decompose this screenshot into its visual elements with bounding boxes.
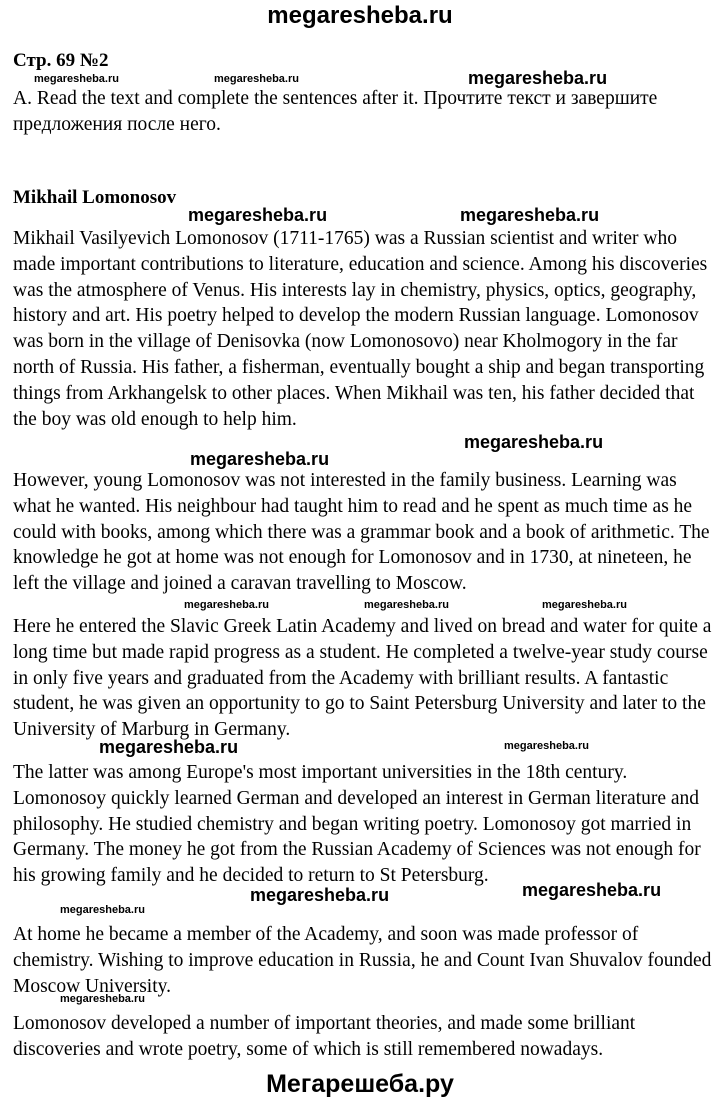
site-footer: Мегарешеба.ру xyxy=(266,1070,454,1098)
watermark: megaresheba.ru xyxy=(60,993,145,1005)
task-instruction: A. Read the text and complete the sentences after it. Прочтите текст и завершите предложения после него. xyxy=(13,88,658,135)
watermark: megaresheba.ru xyxy=(188,205,328,225)
watermark: megaresheba.ru xyxy=(468,68,608,88)
article-title: Mikhail Lomonosov xyxy=(13,187,177,208)
watermark: megaresheba.ru xyxy=(214,73,299,85)
watermark: megaresheba.ru xyxy=(464,432,604,452)
watermark: megaresheba.ru xyxy=(60,904,145,916)
watermark: megaresheba.ru xyxy=(542,599,627,611)
watermark: megaresheba.ru xyxy=(34,73,119,85)
article-paragraph: Lomonosov developed a number of important theories, and made some brilliant discoveries and wrote poetry, some of which is still remembered nowadays. xyxy=(13,1013,636,1060)
article-paragraph: However, young Lomonosov was not interested in the family business. Learning was what he wanted. His neighbour had taught him to read and he spent as much time as he could with books, among which there was a grammar book and a book of arithmetic. The knowledge he got at home was not enough for Lomonosov and in 1730, at nineteen, he left the village and joined a caravan travelling to Moscow. xyxy=(13,470,710,595)
watermark: megaresheba.ru xyxy=(364,599,449,611)
watermark: megaresheba.ru xyxy=(190,449,330,469)
watermark: megaresheba.ru xyxy=(184,599,269,611)
watermark: megaresheba.ru xyxy=(99,737,239,757)
watermark: megaresheba.ru xyxy=(460,205,600,225)
site-header: megaresheba.ru xyxy=(267,2,453,29)
article-paragraph: Here he entered the Slavic Greek Latin Academy and lived on bread and water for quite a long time but made rapid progress as a student. He completed a twelve-year study course in only five years and graduated from the Academy with brilliant results. A fantastic student, he was given an opportunity to go to Saint Petersburg University and later to the University of Marburg in Germany. xyxy=(13,616,712,741)
article-paragraph: The latter was among Europe's most important universities in the 18th century. Lomonosoy quickly learned German and developed an interest in German literature and philosophy. He studied chemistry and began writing poetry. Lomonosoy got married in Germany. The money he got from the Russian Academy of Sciences was not enough for his growing family and he decided to return to St Petersburg. xyxy=(13,762,701,887)
watermark: megaresheba.ru xyxy=(522,880,662,900)
watermark: megaresheba.ru xyxy=(250,885,390,905)
article-paragraph: Mikhail Vasilyevich Lomonosov (1711-1765) was a Russian scientist and writer who made important contributions to literature, education and science. Among his discoveries was the atmosphere of Venus. His interests lay in chemistry, physics, optics, geography, history and art. His poetry helped to develop the modern Russian language. Lomonosov was born in the village of Denisovka (now Lomonosovo) near Kholmogory in the far north of Russia. His father, a fisherman, eventually bought a ship and began transporting things from Arkhangelsk to other places. When Mikhail was ten, his father decided that the boy was old enough to help him. xyxy=(13,228,708,430)
watermark: megaresheba.ru xyxy=(504,740,589,752)
page-reference: Стр. 69 №2 xyxy=(13,50,109,71)
article-paragraph: At home he became a member of the Academy, and soon was made professor of chemistry. Wishing to improve education in Russia, he and Count Ivan Shuvalov founded Moscow University. xyxy=(13,924,712,997)
